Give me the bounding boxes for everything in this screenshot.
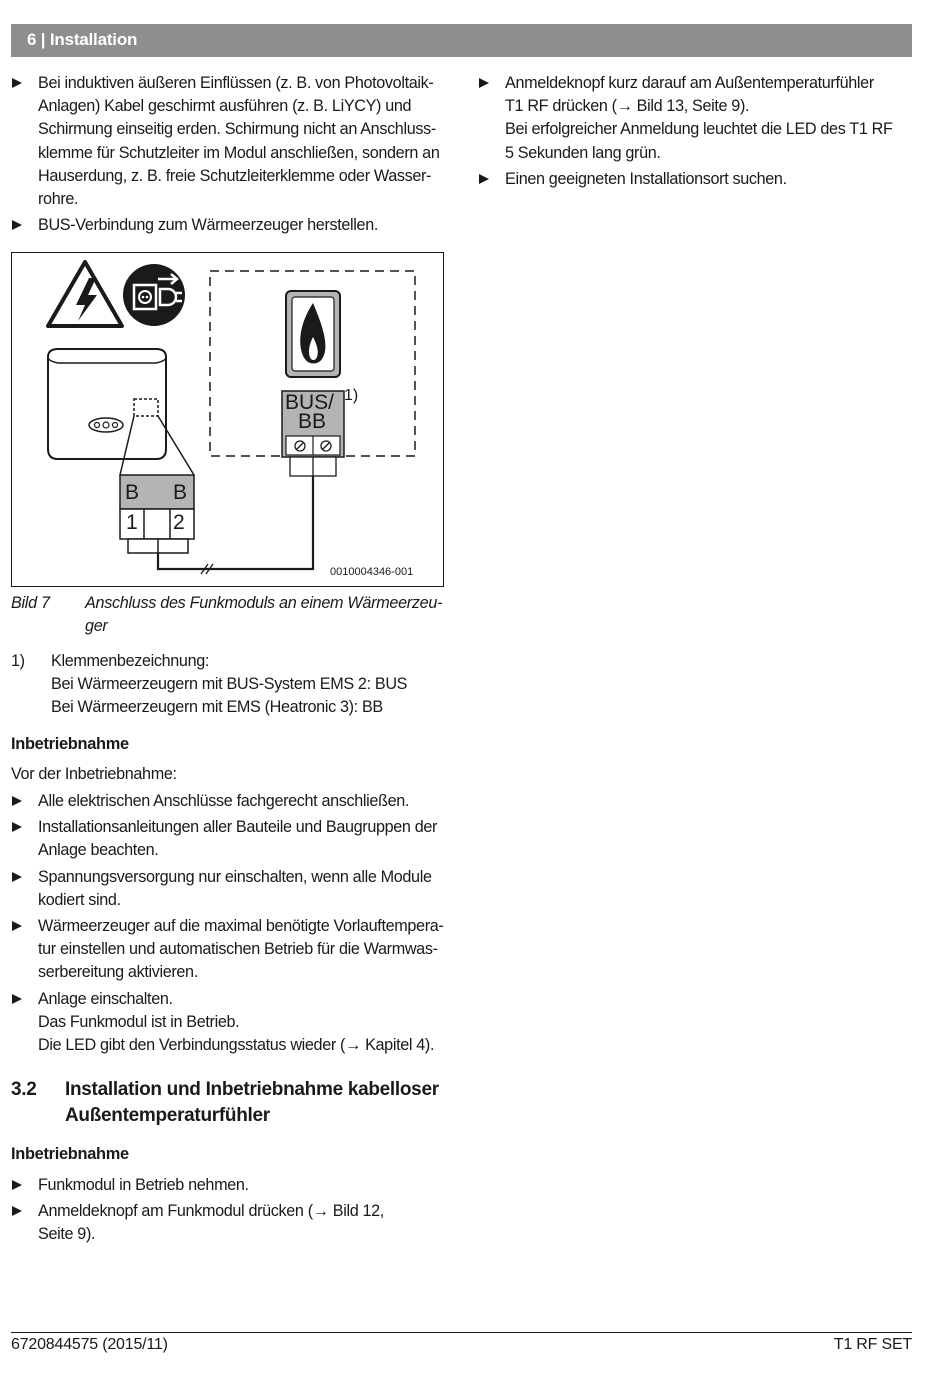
module-terminal-letter-left: B [125, 481, 140, 504]
caption-number: Bild 7 [11, 594, 50, 612]
left-column-intro [11, 72, 451, 240]
bullet-item: Einen geeigneten Installationsort suchen. [478, 168, 908, 191]
footnote-marker: 1) [344, 387, 359, 404]
footnote-text: Klemmenbezeichnung: Bei Wärmeerzeugern mit BUS-System EMS 2: BUS Bei Wärmeerzeugern mit EMS (Heatronic 3): BB [51, 652, 408, 717]
bullet-item: Bei induktiven äußeren Einflüssen (z. B. von Photovoltaik- Anlagen) Kabel geschirmt ausführen (z. B. LiYCY) und Schirmung einseitig erden. Schirmung nicht an Anschluss- klemme für Schutzleiter im Modul anschließen, sondern an Hauserdung, z. B. freie Schutzleiterklemme oder Wasser- rohre. [11, 72, 451, 211]
section-number: 3.2 [11, 1079, 37, 1100]
gas-flame-icon [286, 291, 340, 377]
high-voltage-warning-icon [48, 262, 122, 326]
commissioning-bullet-list [11, 790, 451, 1057]
commissioning-intro: Vor der Inbetriebnahme: [11, 765, 177, 783]
right-bullet-list [478, 72, 908, 191]
bullet-item: Anlage einschalten. Das Funkmodul ist in Betrieb. Die LED gibt den Verbindungsstatus wieder (→ Kapitel 4). [11, 988, 451, 1058]
bullet-item: Wärmeerzeuger auf die maximal benötigte Vorlauftempera- tur einstellen und automatischen Betrieb für die Warmwas- serbereitung aktivieren. [11, 915, 451, 985]
caption-text: Anschluss des Funkmoduls an einem Wärmeerzeu- ger [85, 594, 443, 636]
section-title-text: Installation und Inbetriebnahme kabelloser Außentemperaturfühler [65, 1079, 439, 1126]
footnote-number: 1) [11, 652, 25, 670]
figure-image-code: 0010004346-001 [330, 566, 414, 578]
page-header-bar [11, 24, 912, 57]
bullet-item: Installationsanleitungen aller Bauteile und Baugruppen der Anlage beachten. [11, 816, 451, 862]
wiring-diagram [12, 253, 443, 586]
boiler-terminal-label-top: BUS/ [285, 391, 335, 414]
footer-rule [11, 1332, 912, 1333]
commissioning-heading: Inbetriebnahme [11, 735, 129, 753]
section-3-2-bullet-list [11, 1174, 451, 1247]
right-column [478, 72, 908, 194]
footer-document-number: 6720844575 (2015/11) [11, 1336, 168, 1353]
section-3-2-steps [11, 1174, 451, 1250]
bullet-item: Funkmodul in Betrieb nehmen. [11, 1174, 451, 1197]
page-header-title: 6 | Installation [27, 30, 138, 49]
intro-bullet-list [11, 72, 451, 237]
bullet-item: Alle elektrischen Anschlüsse fachgerecht anschließen. [11, 790, 451, 813]
disconnect-mains-plug-icon [123, 264, 185, 326]
commissioning-steps [11, 790, 451, 1060]
module-terminal-letter-right: B [173, 481, 188, 504]
bullet-item: Spannungsversorgung nur einschalten, wenn alle Module kodiert sind. [11, 866, 451, 912]
radio-module-device [48, 349, 194, 475]
footer-product-name: T1 RF SET [833, 1336, 912, 1353]
module-terminal-number-left: 1 [126, 511, 138, 534]
module-terminal-number-right: 2 [173, 511, 185, 534]
wiring-diagram-figure [11, 252, 444, 587]
section-3-2-heading: Inbetriebnahme [11, 1145, 129, 1163]
bullet-item: Anmeldeknopf am Funkmodul drücken (→ Bild 12, Seite 9). [11, 1200, 451, 1246]
boiler-terminal-label-bottom: BB [298, 410, 327, 433]
bullet-item: BUS-Verbindung zum Wärmeerzeuger herstellen. [11, 214, 451, 237]
bullet-item: Anmeldeknopf kurz darauf am Außentemperaturfühler T1 RF drücken (→ Bild 13, Seite 9). Bei erfolgreicher Anmeldung leuchtet die LED des T1 RF 5 Sekunden lang grün. [478, 72, 908, 165]
